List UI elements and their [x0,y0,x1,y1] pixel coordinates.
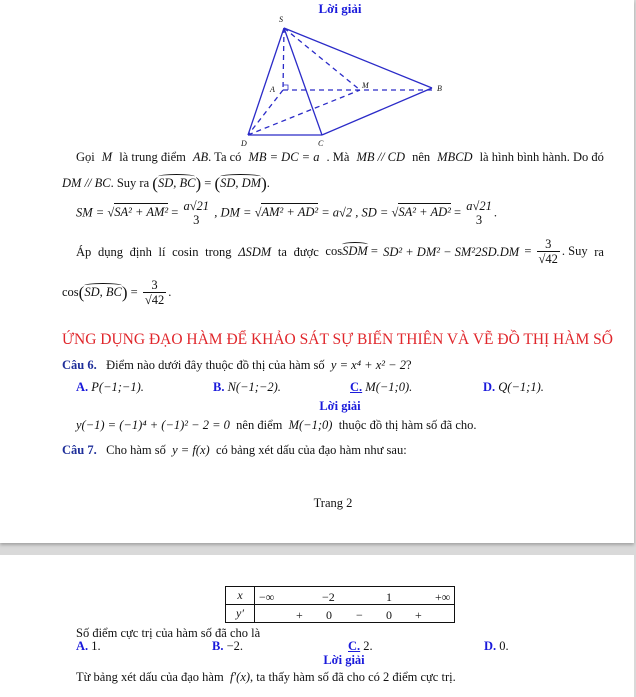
text: . Suy [561,243,588,258]
text: được [293,244,319,259]
solution-label: Lời giải [319,399,361,413]
math: SA² + AD² [398,205,451,220]
option-value: M(−1;0). [365,380,413,394]
numerator: SD² + DM² − SM² [383,244,476,259]
label-m: M [362,81,369,90]
text: Từ bảng xét dấu của đạo hàm [76,670,224,684]
question-text: Số điểm cực trị của hàm số đã cho là [76,626,261,640]
math: AB [192,150,209,164]
question-label: Câu 6. [62,358,97,372]
option-b[interactable] [213,381,281,394]
option-key: D. [483,380,496,394]
math: M [101,150,113,164]
option-c-correct[interactable] [348,640,373,653]
text: nên điểm [236,418,283,432]
y-sign: 0 [386,608,392,622]
text: ta [277,244,287,259]
solution-label: Lời giải [318,1,362,16]
math: y = f(x) [172,443,210,457]
numerator: a√21 [466,199,492,213]
table-row-y [226,605,455,623]
section-heading: ỨNG DỤNG ĐẠO HÀM ĐỂ KHẢO SÁT SỰ BIẾN THIÊN VÀ VẼ ĐỒ THỊ HÀM SỐ [62,331,613,348]
option-key: A. [76,380,89,394]
y-sign: + [415,608,422,622]
numerator: 3 [143,278,166,293]
option-a[interactable] [76,640,101,653]
denominator: 3 [475,212,483,227]
math: , DM = [214,205,255,220]
option-c-correct[interactable] [350,381,412,394]
option-key: D. [484,639,497,653]
text: lí [158,244,166,259]
y-label: y′ [226,605,255,623]
x-value: −2 [322,590,335,604]
label-c: C [318,139,324,148]
math: MB // CD [356,150,406,164]
angle: SDM [342,243,368,258]
math: cos [62,284,79,299]
option-a[interactable] [76,381,144,394]
text: thuộc đồ thị hàm số đã cho. [338,418,477,432]
option-value: 2. [363,639,373,653]
option-key: A. [76,639,89,653]
label-b: B [437,84,442,93]
denominator: √42 [538,252,558,267]
solution-line-3: SM = √SA² + AM² = a√21 3 , DM = √AM² + AD² = a√2 , SD = √SA² + AD² = a√21 3 . [76,199,497,227]
text: . Ta có [208,150,242,164]
edge-sc [284,28,322,135]
math: SA² + AM² [114,205,169,220]
denominator: √42 [144,293,165,308]
right-angle-mark [283,85,288,90]
text: định [129,244,152,259]
y-sign: 0 [326,608,332,622]
math: ΔSDM [238,244,272,259]
option-key: B. [213,380,225,394]
option-value: P(−1;−1). [91,380,144,394]
y-sign: − [356,608,363,622]
angle: SD, DM [220,176,262,190]
math: M(−1;0) [288,418,333,432]
edge-sb [284,28,432,88]
option-value: 0. [499,639,509,653]
text: ? [405,358,412,372]
numerator: 3 [537,237,560,252]
question-6 [62,359,412,372]
text: cosin [172,244,199,259]
math: MBCD [437,150,473,164]
pyramid-figure [230,14,460,149]
math: SM = [76,205,108,220]
math: y = x⁴ + x² − 2 [330,358,406,372]
y-sign: + [296,608,303,622]
label-d: D [241,139,247,148]
text: . Suy ra [110,176,150,190]
option-value: 1. [91,639,101,653]
x-values [255,587,455,605]
denominator: 3 [193,212,200,227]
table-row-x [226,587,455,605]
math: , SD = [355,205,392,220]
edge-sd [248,28,284,135]
x-value: 1 [386,590,392,604]
numerator: a√21 [183,199,210,213]
solution-line-5: cos(SD, BC) = $\frac{3}{√42}$ . [62,278,172,308]
math: = a√2 [321,205,353,220]
text: trong [205,244,232,259]
math: AM² + AD² [261,205,319,220]
solution-line-4: Áp dụng định lí cosin trong ΔSDM ta được cosSDM = SD² + DM² − SM²2SD.DM = $\frac{3}{√42}$ . Suy ra [76,237,604,267]
label-s: S [279,15,283,24]
x-value: +∞ [435,590,451,604]
text: dụng [97,244,123,259]
math: y(−1) = (−1)⁴ + (−1)² − 2 = 0 [76,418,230,432]
angle: SD, BC [157,176,196,190]
solution-label: Lời giải [323,653,365,667]
option-key: B. [212,639,224,653]
option-key: C. [348,639,361,653]
text: là trung điểm [119,150,186,164]
option-d[interactable] [483,381,544,394]
text: là hình bình hành. Do đó [479,150,604,164]
text: , ta thấy hàm số đã cho có 2 điểm cực trị. [250,670,456,684]
text: Cho hàm số [106,443,166,457]
x-label: x [226,587,255,605]
edge-cb [322,88,432,135]
option-value: N(−1;−2). [227,380,281,394]
math: MB = DC = a [248,150,320,164]
math: f′(x) [229,670,251,684]
option-key: C. [350,380,363,394]
option-d[interactable] [484,640,509,653]
solution-line-1 [76,151,604,164]
page-footer: Trang 2 [313,496,353,510]
math: DM // BC [62,176,111,190]
option-b[interactable] [212,640,243,653]
x-value: −∞ [259,590,275,604]
y-values [255,605,455,623]
question-text: Điểm nào dưới đây thuộc đồ thị của hàm số [106,358,325,372]
sign-table [225,586,455,623]
text: Áp [76,244,92,259]
text: ra [594,244,604,259]
label-a: A [270,85,275,94]
question-7 [62,444,407,457]
math: cos [325,243,343,258]
edge-sa [283,28,284,90]
option-value: Q(−1;1). [498,380,544,394]
denominator: 2SD.DM [475,244,520,259]
text: nên [412,150,431,164]
solution-7 [76,671,456,684]
question-label: Câu 7. [62,443,97,457]
solution-line-2: DM // BC. Suy ra (SD, BC) = (SD, DM). [62,174,270,193]
text: . Mà [326,150,350,164]
text: có bảng xét dấu của đạo hàm như sau: [215,443,407,457]
solution-6 [76,419,477,432]
text: Gọi [76,150,95,164]
angle: SD, BC [84,284,122,299]
option-value: −2. [226,639,244,653]
